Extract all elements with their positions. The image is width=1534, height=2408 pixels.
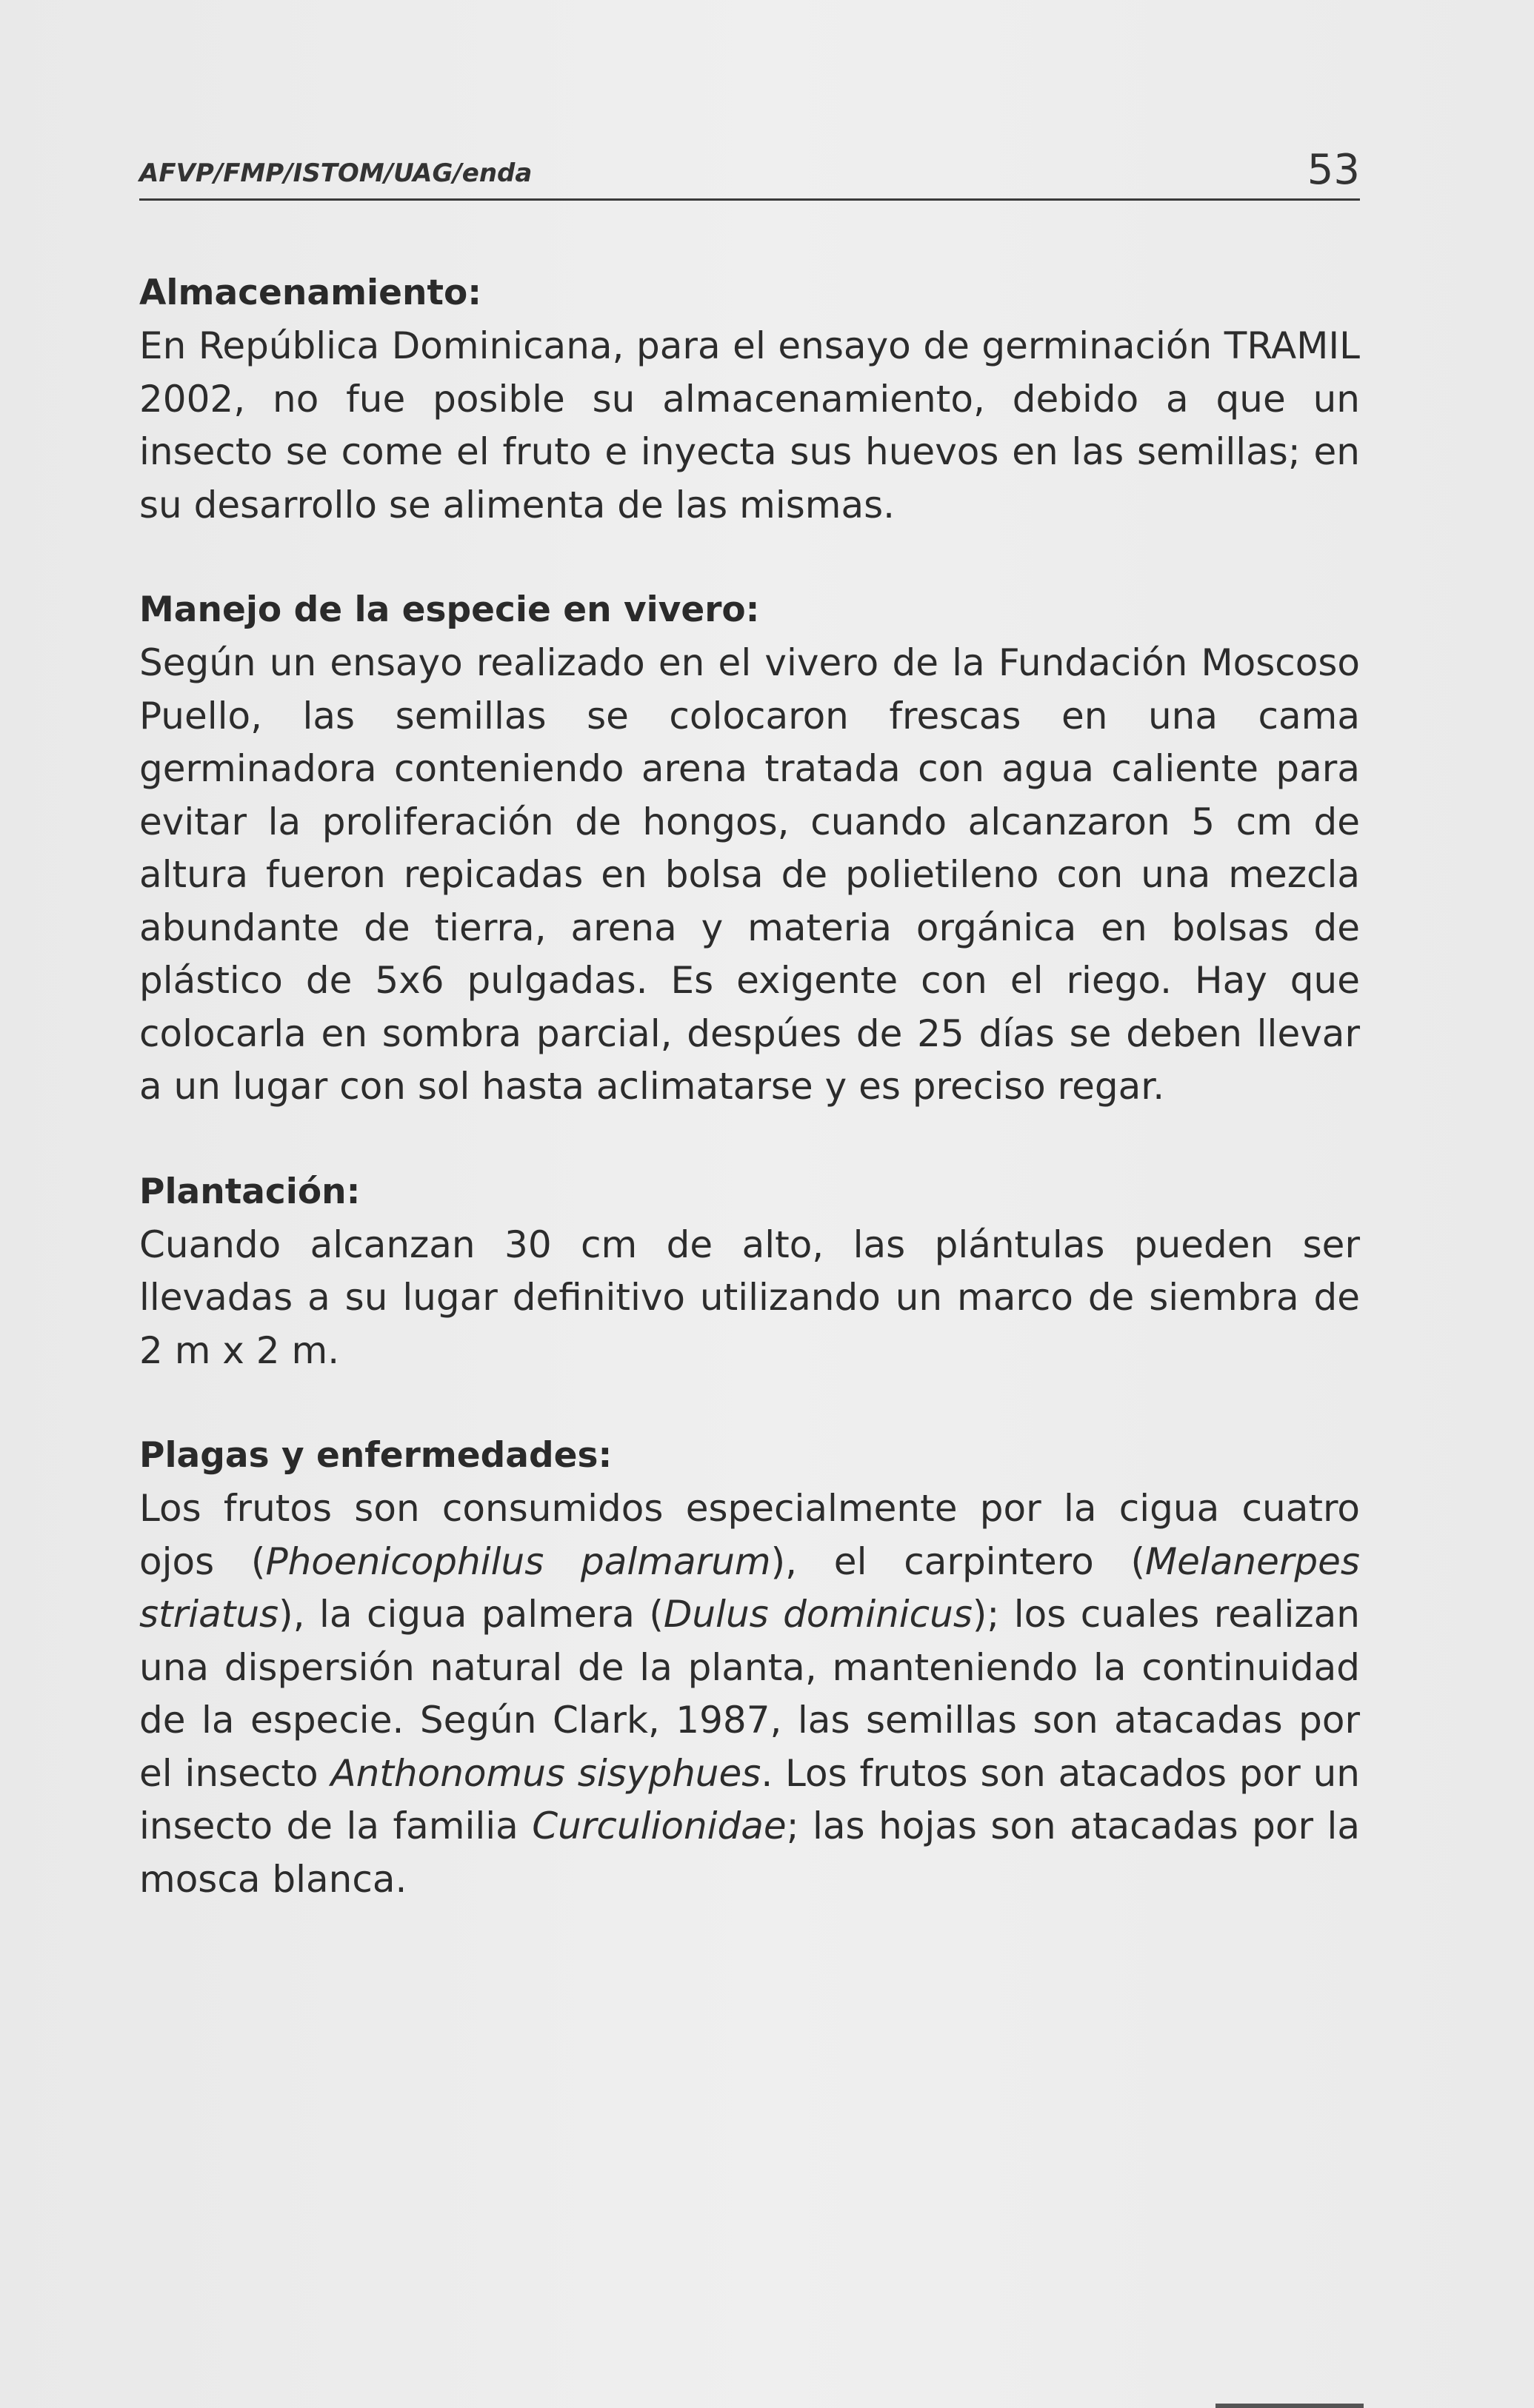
paragraph-text: . Los frutos son atacados por un insecto de la familia <box>139 1751 1360 1847</box>
paragraph-text: Cuando alcanzan 30 cm de alto, las plántulas pueden ser llevadas a su lugar definitivo utilizando un marco de siembra de 2 m x 2 m. <box>139 1223 1360 1372</box>
section-almacenamiento <box>139 267 1360 532</box>
page-number: 53 <box>1307 146 1360 194</box>
family-name: Curculionidae <box>532 1805 787 1847</box>
paragraph-text: Según un ensayo realizado en el vivero de la Fundación Moscoso Puello, las semillas se colocaron frescas en una cama germinadora conteniendo arena tratada con agua caliente para evitar la proliferación de hongos, cuando alcanzaron 5 cm de altura fueron repicadas en bolsa de polietileno con una mezcla abundante de tierra, arena y materia orgánica en bolsas de plástico de 5x6 pulgadas. Es exigente con el riego. Hay que colocarla en sombra parcial, despúes de 25 días se deben llevar a un lugar con sol hasta aclimatarse y es preciso regar. <box>139 641 1360 1108</box>
section-plantacion <box>139 1165 1360 1378</box>
species-name: Melanerpes striatus <box>139 1539 1360 1636</box>
section-plagas <box>139 1429 1360 1906</box>
paragraph-text: ), la cigua palmera ( <box>279 1593 664 1636</box>
section-heading: Manejo de la especie en vivero: <box>139 589 760 630</box>
paragraph-text: En República Dominicana, para el ensayo de germinación TRAMIL 2002, no fue posible su almacenamiento, debido a que un insecto se come el fruto e inyecta sus huevos en las semillas; en su desarrollo se alimenta de las mismas. <box>139 324 1360 526</box>
species-name: Dulus dominicus <box>663 1593 973 1636</box>
section-heading: Almacenamiento: <box>139 272 482 313</box>
species-name: Anthonomus sisyphues <box>330 1751 761 1795</box>
section-heading: Plagas y enfermedades: <box>139 1435 613 1476</box>
page-header <box>139 141 1360 201</box>
section-heading: Plantación: <box>139 1171 361 1212</box>
document-body <box>139 267 1360 1958</box>
section-paragraph <box>139 1219 1360 1378</box>
publisher-line: AFVP/FMP/ISTOM/UAG/enda <box>139 158 533 188</box>
section-paragraph <box>139 320 1360 532</box>
paragraph-text: ; las hojas son atacadas por la mosca blanca. <box>139 1805 1361 1901</box>
paragraph-text: ); los cuales realizan una dispersión natural de la planta, manteniendo la continuidad de la especie. Según Clark, 1987, las semillas son atacadas por el insecto <box>139 1593 1360 1795</box>
section-paragraph <box>139 637 1360 1114</box>
paragraph-text: ), el carpintero ( <box>770 1539 1145 1583</box>
page-edge-mark <box>1215 2404 1364 2408</box>
section-manejo-vivero <box>139 583 1360 1114</box>
species-name: Phoenicophilus palmarum <box>265 1539 771 1583</box>
paragraph-text: Los frutos son consumidos especialmente por la cigua cuatro ojos ( <box>139 1487 1360 1583</box>
section-paragraph <box>139 1482 1360 1906</box>
